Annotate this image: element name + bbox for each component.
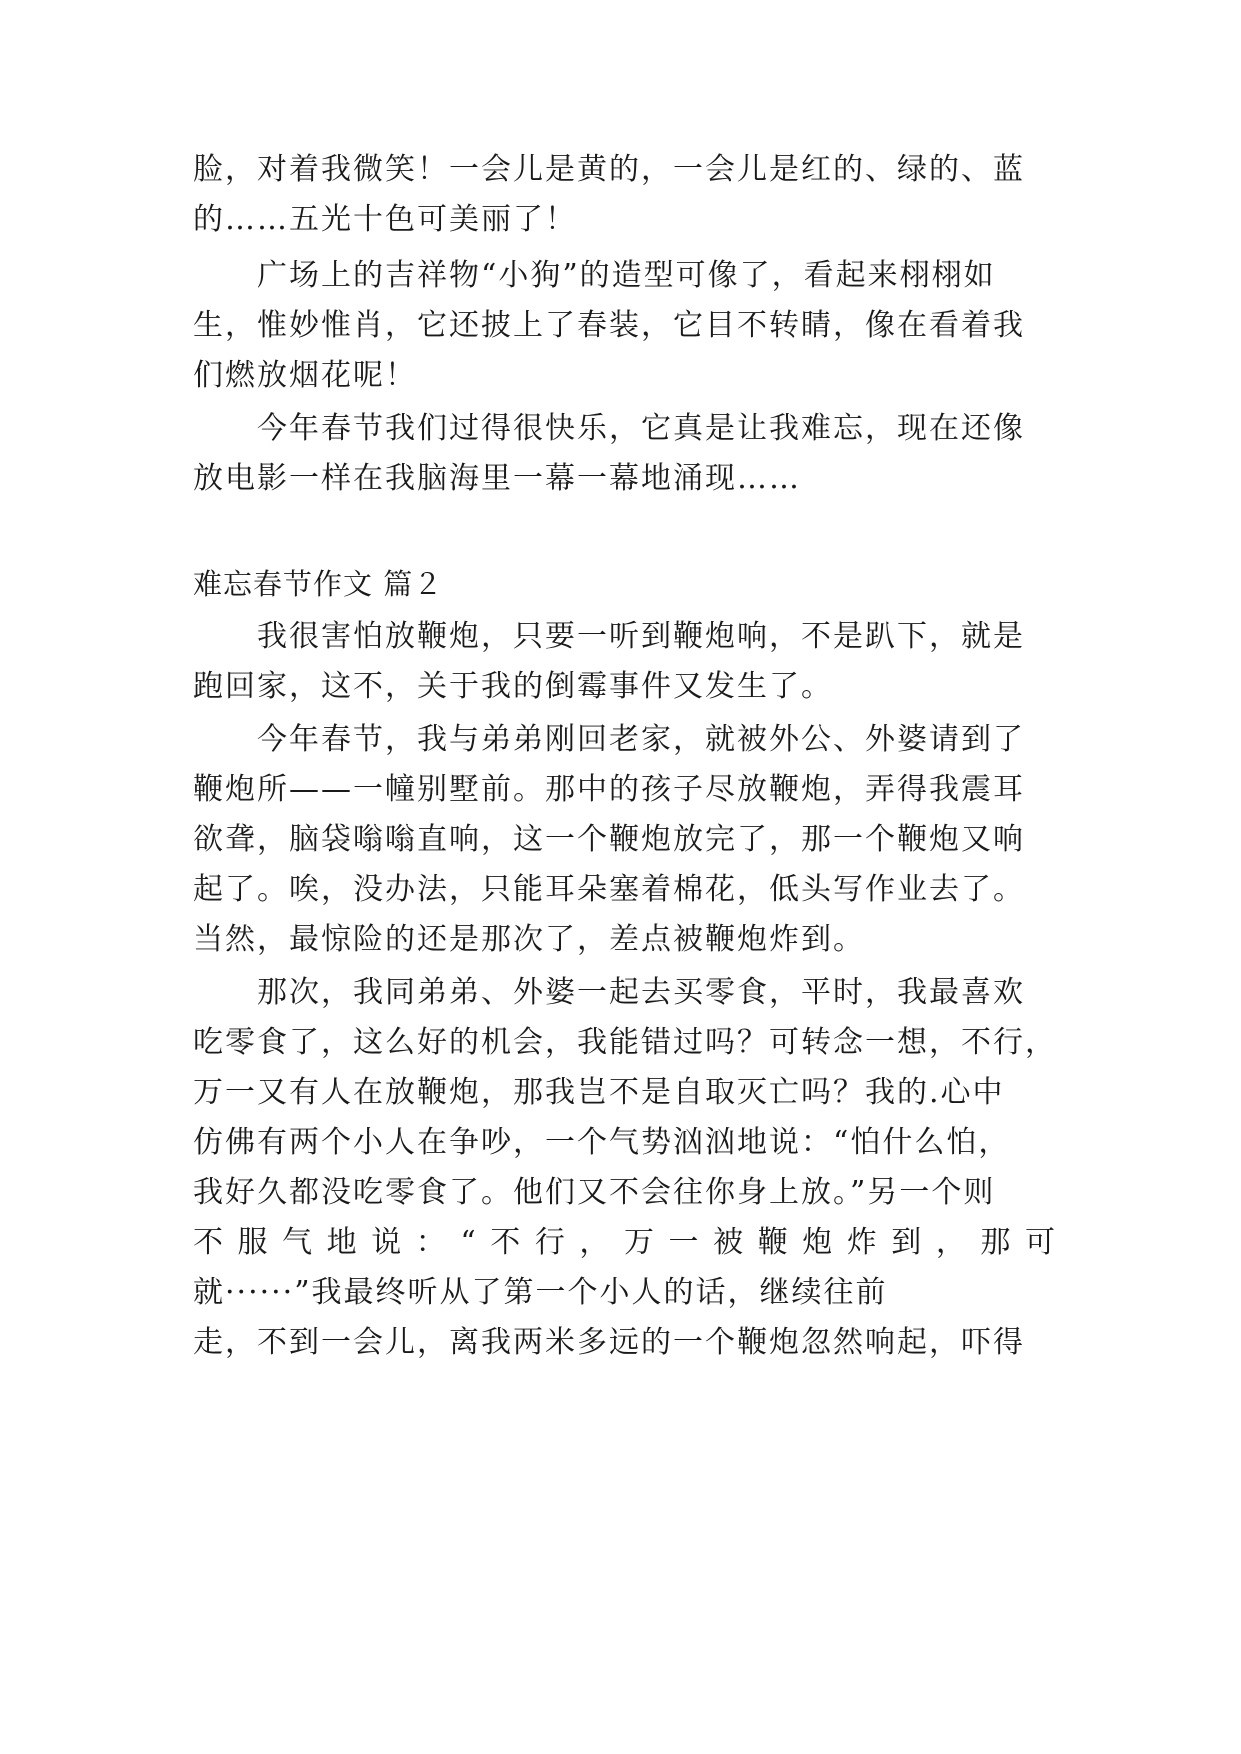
- text-line: 们燃放烟花呢！: [193, 358, 417, 393]
- text-line: 就······”我最终听从了第一个小人的话，继续往前: [193, 1275, 888, 1310]
- text-line: 跑回家，这不，关于我的倒霉事件又发生了。: [193, 669, 833, 704]
- paragraph-first-line: 那次，我同弟弟、外婆一起去买零食，平时，我最喜欢: [257, 975, 1025, 1010]
- paragraph-first-line: 今年春节我们过得很快乐，它真是让我难忘，现在还像: [257, 411, 1025, 446]
- text-line: 脸，对着我微笑！一会儿是黄的，一会儿是红的、绿的、蓝: [193, 152, 1025, 187]
- text-line: 欲聋，脑袋嗡嗡直响，这一个鞭炮放完了，那一个鞭炮又响: [193, 822, 1025, 857]
- text-line: 放电影一样在我脑海里一幕一幕地涌现……: [193, 461, 801, 496]
- text-line: 起了。唉，没办法，只能耳朵塞着棉花，低头写作业去了。: [193, 872, 1025, 907]
- text-line: 鞭炮所——一幢别墅前。那中的孩子尽放鞭炮，弄得我震耳: [193, 772, 1025, 807]
- text-line: 仿佛有两个小人在争吵，一个气势汹汹地说：“怕什么怕，: [193, 1125, 1011, 1160]
- text-line: 生，惟妙惟肖，它还披上了春装，它目不转睛，像在看着我: [193, 308, 1025, 343]
- section-heading: 难忘春节作文 篇２: [193, 567, 444, 601]
- paragraph-first-line: 我很害怕放鞭炮，只要一听到鞭炮响，不是趴下，就是: [257, 619, 1025, 654]
- text-line: 我好久都没吃零食了。他们又不会往你身上放。”另一个则: [193, 1175, 996, 1210]
- text-line: 吃零食了，这么好的机会，我能错过吗？可转念一想，不行，: [193, 1025, 1057, 1060]
- text-line: 万一又有人在放鞭炮，那我岂不是自取灭亡吗？我的.心中: [193, 1075, 1005, 1110]
- text-line: 当然，最惊险的还是那次了，差点被鞭炮炸到。: [193, 922, 865, 957]
- text-line: 走，不到一会儿，离我两米多远的一个鞭炮忽然响起，吓得: [193, 1325, 1025, 1360]
- text-line: 的……五光十色可美丽了！: [193, 202, 577, 237]
- text-line-justified: 不服气地说：“不行，万一被鞭炮炸到，那可: [193, 1225, 1057, 1260]
- paragraph-first-line: 今年春节，我与弟弟刚回老家，就被外公、外婆请到了: [257, 722, 1025, 757]
- paragraph-first-line: 广场上的吉祥物“小狗”的造型可像了，看起来栩栩如: [257, 258, 996, 293]
